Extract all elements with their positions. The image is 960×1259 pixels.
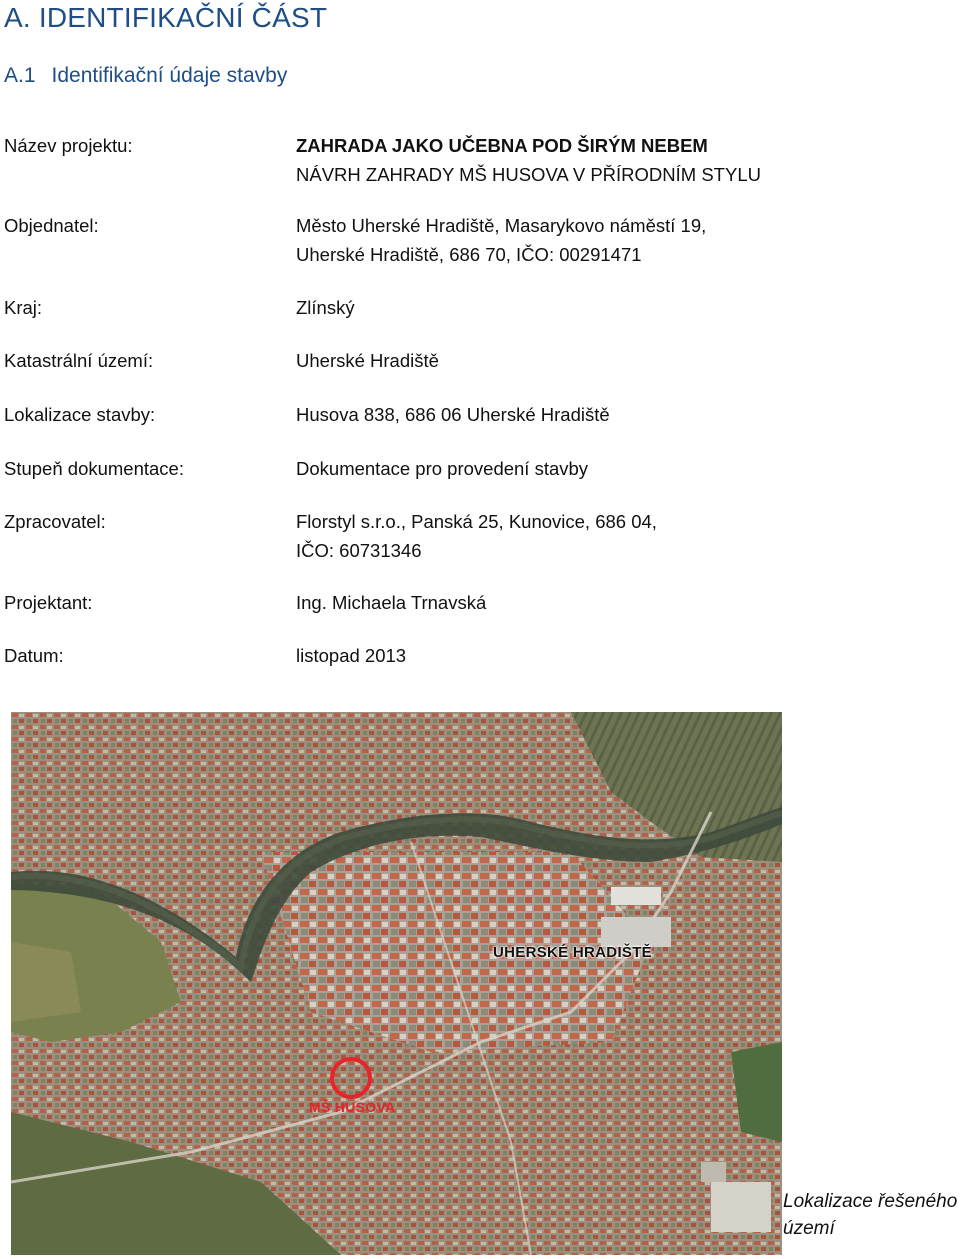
client-value — [296, 211, 706, 269]
client-line-2: Uherské Hradiště, 686 70, IČO: 00291471 — [296, 244, 642, 265]
cadastral-label: Katastrální území: — [4, 350, 154, 371]
field-date — [4, 641, 944, 670]
field-cadastral — [4, 346, 944, 375]
field-designer — [4, 588, 944, 617]
site-marker-circle — [330, 1057, 372, 1099]
map-site-label: MŠ HUSOVA — [309, 1099, 396, 1115]
field-location — [4, 400, 944, 429]
processor-label: Zpracovatel: — [4, 511, 106, 532]
subsection-heading — [4, 64, 287, 88]
client-line-1: Město Uherské Hradiště, Masarykovo náměstí 19, — [296, 215, 707, 236]
project-subtitle: NÁVRH ZAHRADY MŠ HUSOVA V PŘÍRODNÍM STYLU — [296, 164, 761, 185]
section-heading: A. IDENTIFIKAČNÍ ČÁST — [4, 2, 328, 33]
location-value: Husova 838, 686 06 Uherské Hradiště — [296, 404, 610, 425]
field-client — [4, 211, 944, 269]
caption-line-2: území — [783, 1218, 835, 1239]
project-title: ZAHRADA JAKO UČEBNA POD ŠIRÝM NEBEM — [296, 135, 708, 156]
region-value: Zlínský — [296, 297, 355, 318]
subsection-title: Identifikační údaje stavby — [51, 64, 288, 87]
field-processor — [4, 507, 944, 565]
region-label: Kraj: — [4, 297, 43, 318]
map-caption — [783, 1188, 960, 1242]
project-value — [296, 131, 761, 189]
designer-value: Ing. Michaela Trnavská — [296, 592, 487, 613]
caption-line-1: Lokalizace řešeného — [783, 1191, 958, 1212]
date-label: Datum: — [4, 645, 64, 666]
location-label: Lokalizace stavby: — [4, 404, 156, 425]
stage-label: Stupeň dokumentace: — [4, 458, 184, 479]
cadastral-value: Uherské Hradiště — [296, 350, 439, 371]
field-region — [4, 293, 944, 322]
aerial-map-image — [11, 712, 782, 1255]
aerial-map — [11, 712, 782, 1255]
subsection-number: A.1 — [4, 64, 36, 87]
stage-value: Dokumentace pro provedení stavby — [296, 458, 589, 479]
date-value: listopad 2013 — [296, 645, 407, 666]
processor-line-2: IČO: 60731346 — [296, 540, 422, 561]
field-project — [4, 131, 944, 189]
designer-label: Projektant: — [4, 592, 93, 613]
processor-value — [296, 507, 657, 565]
project-label: Název projektu: — [4, 135, 133, 156]
client-label: Objednatel: — [4, 215, 99, 236]
field-stage — [4, 454, 944, 483]
processor-line-1: Florstyl s.r.o., Panská 25, Kunovice, 686 04, — [296, 511, 657, 532]
map-city-label: UHERSKÉ HRADIŠTĚ — [493, 944, 652, 961]
